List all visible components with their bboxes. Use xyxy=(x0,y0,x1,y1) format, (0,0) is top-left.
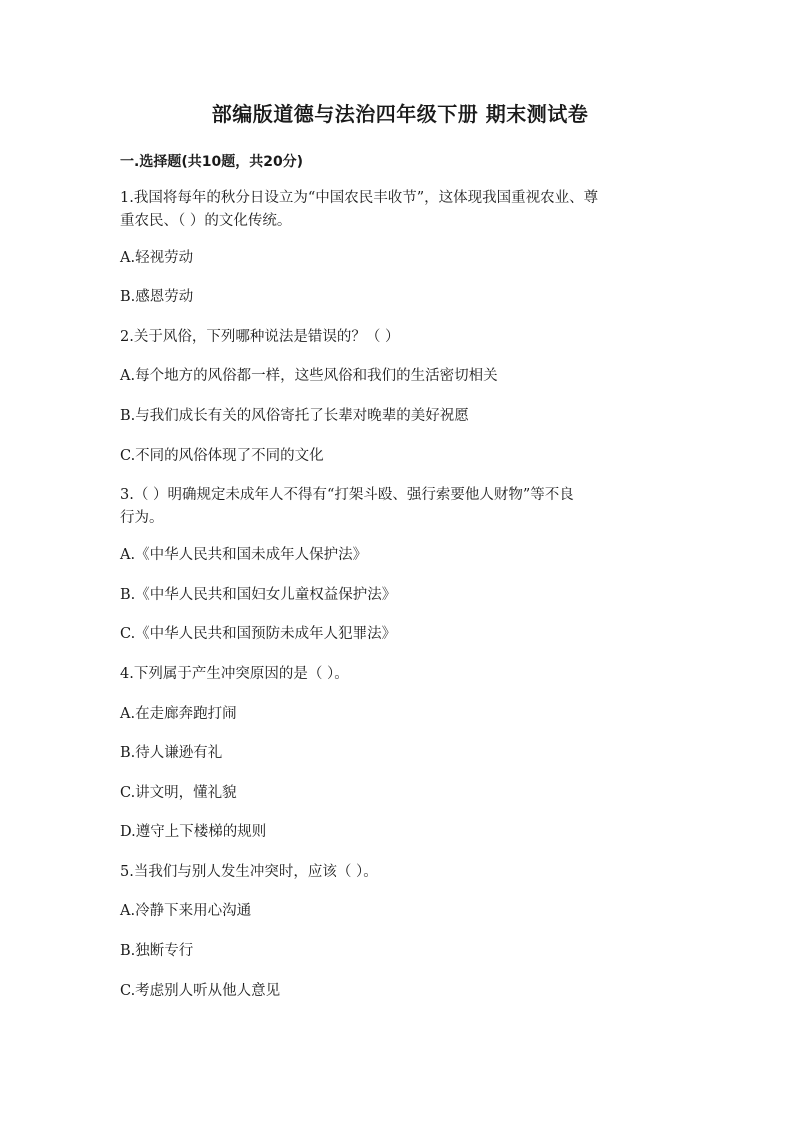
question-3-option-a: A.《中华人民共和国未成年人保护法》 xyxy=(120,547,368,563)
question-2-option-c: C.不同的风俗体现了不同的文化 xyxy=(120,448,324,464)
question-4-option-b: B.待人谦逊有礼 xyxy=(120,745,223,761)
question-1-stem-line-1: 1.我国将每年的秋分日设立为“中国农民丰收节”，这体现我国重视农业、尊 xyxy=(120,190,599,206)
question-5-option-c: C.考虑别人听从他人意见 xyxy=(120,983,281,999)
question-2-stem: 2.关于风俗，下列哪种说法是错误的？（ ） xyxy=(120,329,400,345)
question-1-option-a: A.轻视劳动 xyxy=(120,250,194,266)
question-1-option-b: B.感恩劳动 xyxy=(120,289,194,305)
question-4-option-c: C.讲文明，懂礼貌 xyxy=(120,785,237,801)
question-5-option-a: A.冷静下来用心沟通 xyxy=(120,903,252,919)
question-1-stem-line-2: 重农民、（ ）的文化传统。 xyxy=(120,213,292,229)
question-3-option-c: C.《中华人民共和国预防未成年人犯罪法》 xyxy=(120,626,397,642)
question-4-option-a: A.在走廊奔跑打闹 xyxy=(120,706,237,722)
question-3-stem-line-1: 3.（ ）明确规定未成年人不得有“打架斗殴、强行索要他人财物”等不良 xyxy=(120,487,574,503)
question-3-stem-line-2: 行为。 xyxy=(120,510,164,526)
question-5-option-b: B.独断专行 xyxy=(120,943,194,959)
question-2-option-b: B.与我们成长有关的风俗寄托了长辈对晚辈的美好祝愿 xyxy=(120,408,469,424)
page-title: 部编版道德与法治四年级下册 期末测试卷 xyxy=(211,102,589,126)
question-5-stem: 5.当我们与别人发生冲突时，应该（ ）。 xyxy=(120,864,378,880)
section-heading: 一.选择题(共10题，共20分) xyxy=(120,154,304,170)
question-4-stem: 4.下列属于产生冲突原因的是（ ）。 xyxy=(120,666,349,682)
question-3-option-b: B.《中华人民共和国妇女儿童权益保护法》 xyxy=(120,587,397,603)
question-4-option-d: D.遵守上下楼梯的规则 xyxy=(120,824,267,840)
question-2-option-a: A.每个地方的风俗都一样，这些风俗和我们的生活密切相关 xyxy=(120,368,498,384)
